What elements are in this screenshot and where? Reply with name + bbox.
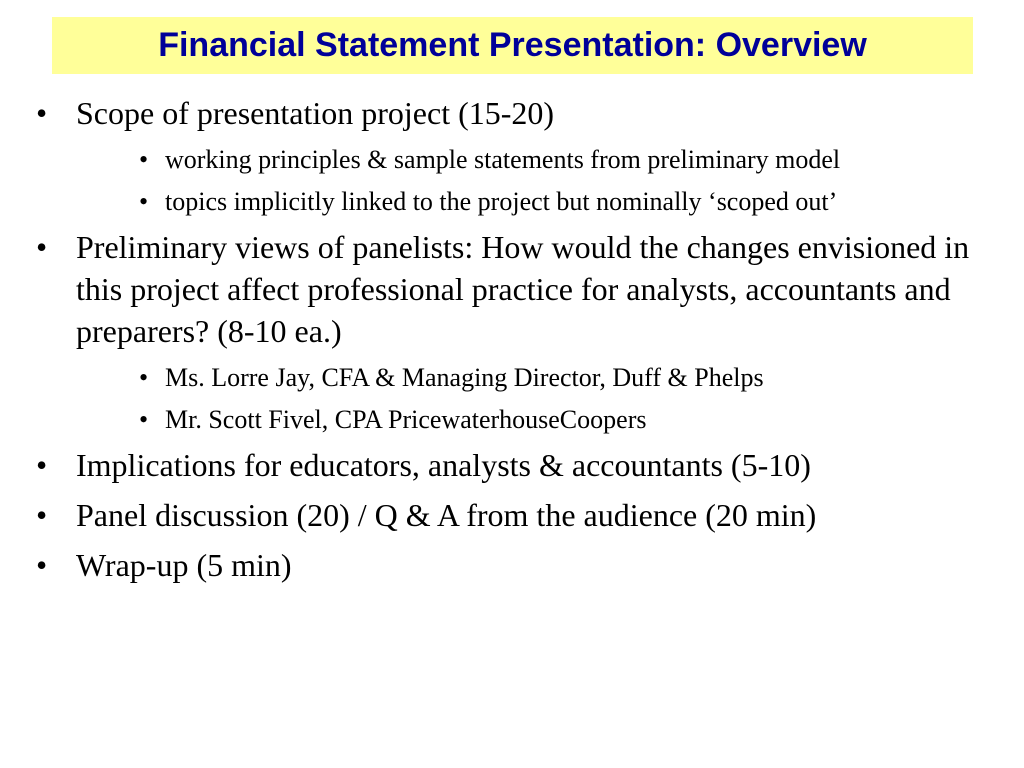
bullet-item-panel-discussion	[0, 494, 1024, 536]
bullet-icon: •	[36, 95, 48, 131]
title-banner	[52, 17, 973, 74]
sub-bullet-icon: •	[139, 405, 149, 434]
bullet-icon: •	[36, 547, 48, 583]
bullet-icon: •	[36, 497, 48, 533]
sub-bullet-icon: •	[139, 187, 149, 216]
sub-bullet-icon: •	[139, 145, 149, 174]
sub-bullet-icon: •	[139, 363, 149, 392]
list-item	[0, 444, 1024, 486]
bullet-text: Preliminary views of panelists: How would the changes envisioned in this project affect professional practice for analysts, accountants and preparers? (8-10 ea.)	[76, 229, 970, 349]
sub-bullet-item	[0, 184, 1024, 220]
bullet-text: Scope of presentation project (15-20)	[76, 95, 555, 131]
slide-title: Financial Statement Presentation: Overview	[158, 26, 867, 64]
list-item	[0, 226, 1024, 438]
sub-bullet-text: working principles & sample statements from preliminary model	[165, 145, 841, 174]
sub-bullet-text: Mr. Scott Fivel, CPA PricewaterhouseCoopers	[165, 405, 647, 434]
sub-bullet-item	[0, 142, 1024, 178]
bullet-icon: •	[36, 447, 48, 483]
bullet-list	[0, 92, 1024, 594]
bullet-text: Panel discussion (20) / Q & A from the audience (20 min)	[76, 497, 817, 533]
list-item	[0, 544, 1024, 586]
list-item	[0, 92, 1024, 220]
sub-bullet-text: topics implicitly linked to the project but nominally ‘scoped out’	[165, 187, 838, 216]
bullet-text: Wrap-up (5 min)	[76, 547, 292, 583]
sub-bullet-text: Ms. Lorre Jay, CFA & Managing Director, Duff & Phelps	[165, 363, 764, 392]
bullet-item-scope	[0, 92, 1024, 134]
bullet-item-wrap-up	[0, 544, 1024, 586]
list-item	[0, 494, 1024, 536]
sub-bullet-item	[0, 402, 1024, 438]
sub-bullet-item	[0, 360, 1024, 396]
bullet-icon: •	[36, 229, 48, 265]
bullet-item-implications	[0, 444, 1024, 486]
bullet-item-preliminary-views	[0, 226, 1024, 352]
bullet-text: Implications for educators, analysts & accountants (5-10)	[76, 447, 811, 483]
